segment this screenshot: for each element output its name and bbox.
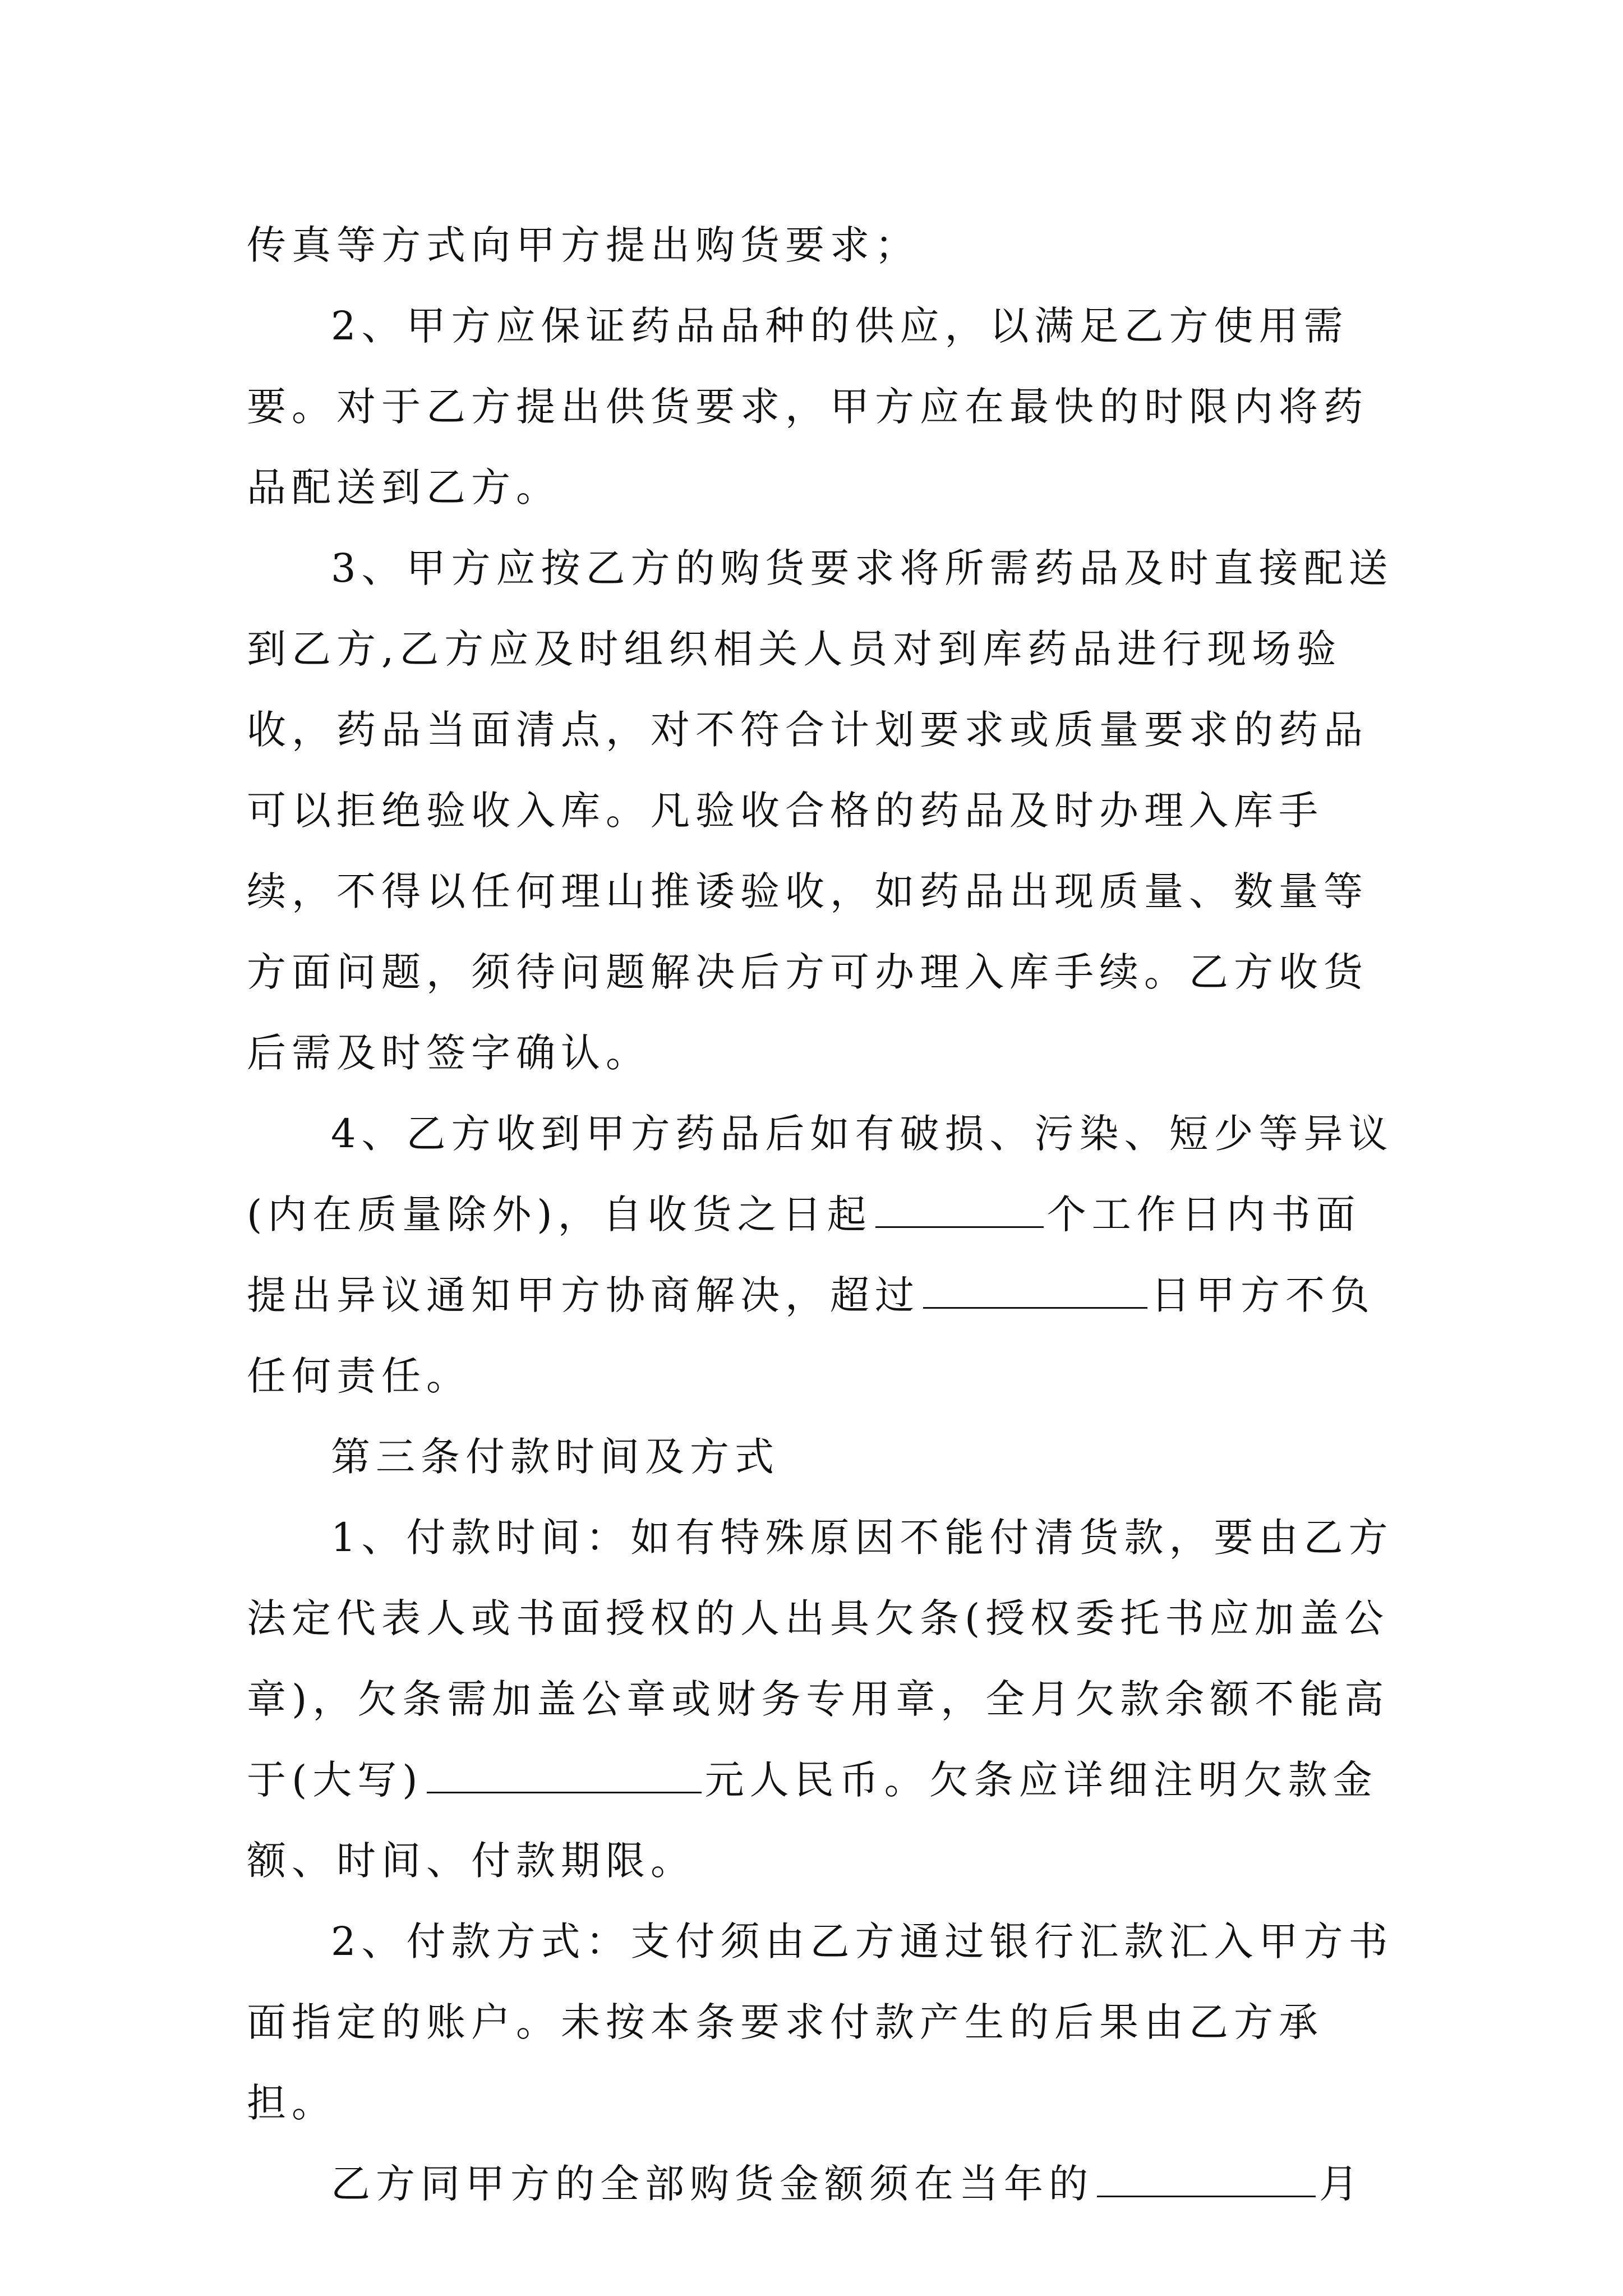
fill-in-blank — [875, 1188, 1044, 1228]
paragraph-text: 2、付款方式：支付须由乙方通过银行汇款汇入甲方书面指定的账户。未按本条要求付款产生的后果由乙方承担。 — [247, 1918, 1394, 2126]
paragraph-text: 1、付款时间：如有特殊原因不能付清货款，要由乙方法定代表人或书面授权的人出具欠条(授权委托书应加盖公章)，欠条需加盖公章或财务专用章，全月欠款余额不能高于(大写) — [247, 1515, 1394, 1803]
section-heading — [247, 1416, 1402, 1497]
paragraph-payment-time — [247, 1497, 1402, 1901]
paragraph-text: 传真等方式向甲方提出购货要求； — [247, 222, 920, 268]
fill-in-blank — [1097, 2157, 1316, 2197]
paragraph-clause-3 — [247, 528, 1402, 1093]
fill-in-blank — [923, 1269, 1147, 1309]
paragraph-text: 月 — [1319, 2161, 1364, 2207]
paragraph-text: 元人民币。欠条应详细注明欠款金额、时间、付款期限。 — [247, 1757, 1378, 1884]
paragraph-text: 乙方同甲方的全部购货金额须在当年的 — [331, 2161, 1094, 2207]
paragraph-text: 4、乙方收到甲方药品后如有破损、污染、短少等异议(内在质量除外)，自收货之日起 — [247, 1111, 1394, 1237]
paragraph-text: 个工作日内书面提出异议通知甲方协商解决，超过 — [247, 1191, 1361, 1318]
paragraph-clause-4 — [247, 1093, 1402, 1416]
paragraph-payment-deadline — [247, 2143, 1402, 2224]
paragraph-text: 日甲方不负任何责任。 — [247, 1272, 1375, 1399]
paragraph-continuation — [247, 205, 1402, 286]
paragraph-clause-2 — [247, 286, 1402, 528]
heading-text: 第三条付款时间及方式 — [331, 1434, 780, 1480]
paragraph-text: 2、甲方应保证药品品种的供应，以满足乙方使用需要。对于乙方提出供货要求，甲方应在最快的时限内将药品配送到乙方。 — [247, 303, 1368, 510]
paragraph-payment-method — [247, 1901, 1402, 2143]
fill-in-blank — [427, 1754, 702, 1793]
document-body — [247, 205, 1402, 2224]
paragraph-text: 3、甲方应按乙方的购货要求将所需药品及时直接配送到乙方,乙方应及时组织相关人员对到库药品进行现场验收，药品当面清点，对不符合计划要求或质量要求的药品可以拒绝验收入库。凡验收合格的药品及时办理入库手续，不得以任何理山推诿验收，如药品出现质量、数量等方面问题，须待问题解决后方可办理入库手续。乙方收货后需及时签字确认。 — [247, 545, 1394, 1076]
